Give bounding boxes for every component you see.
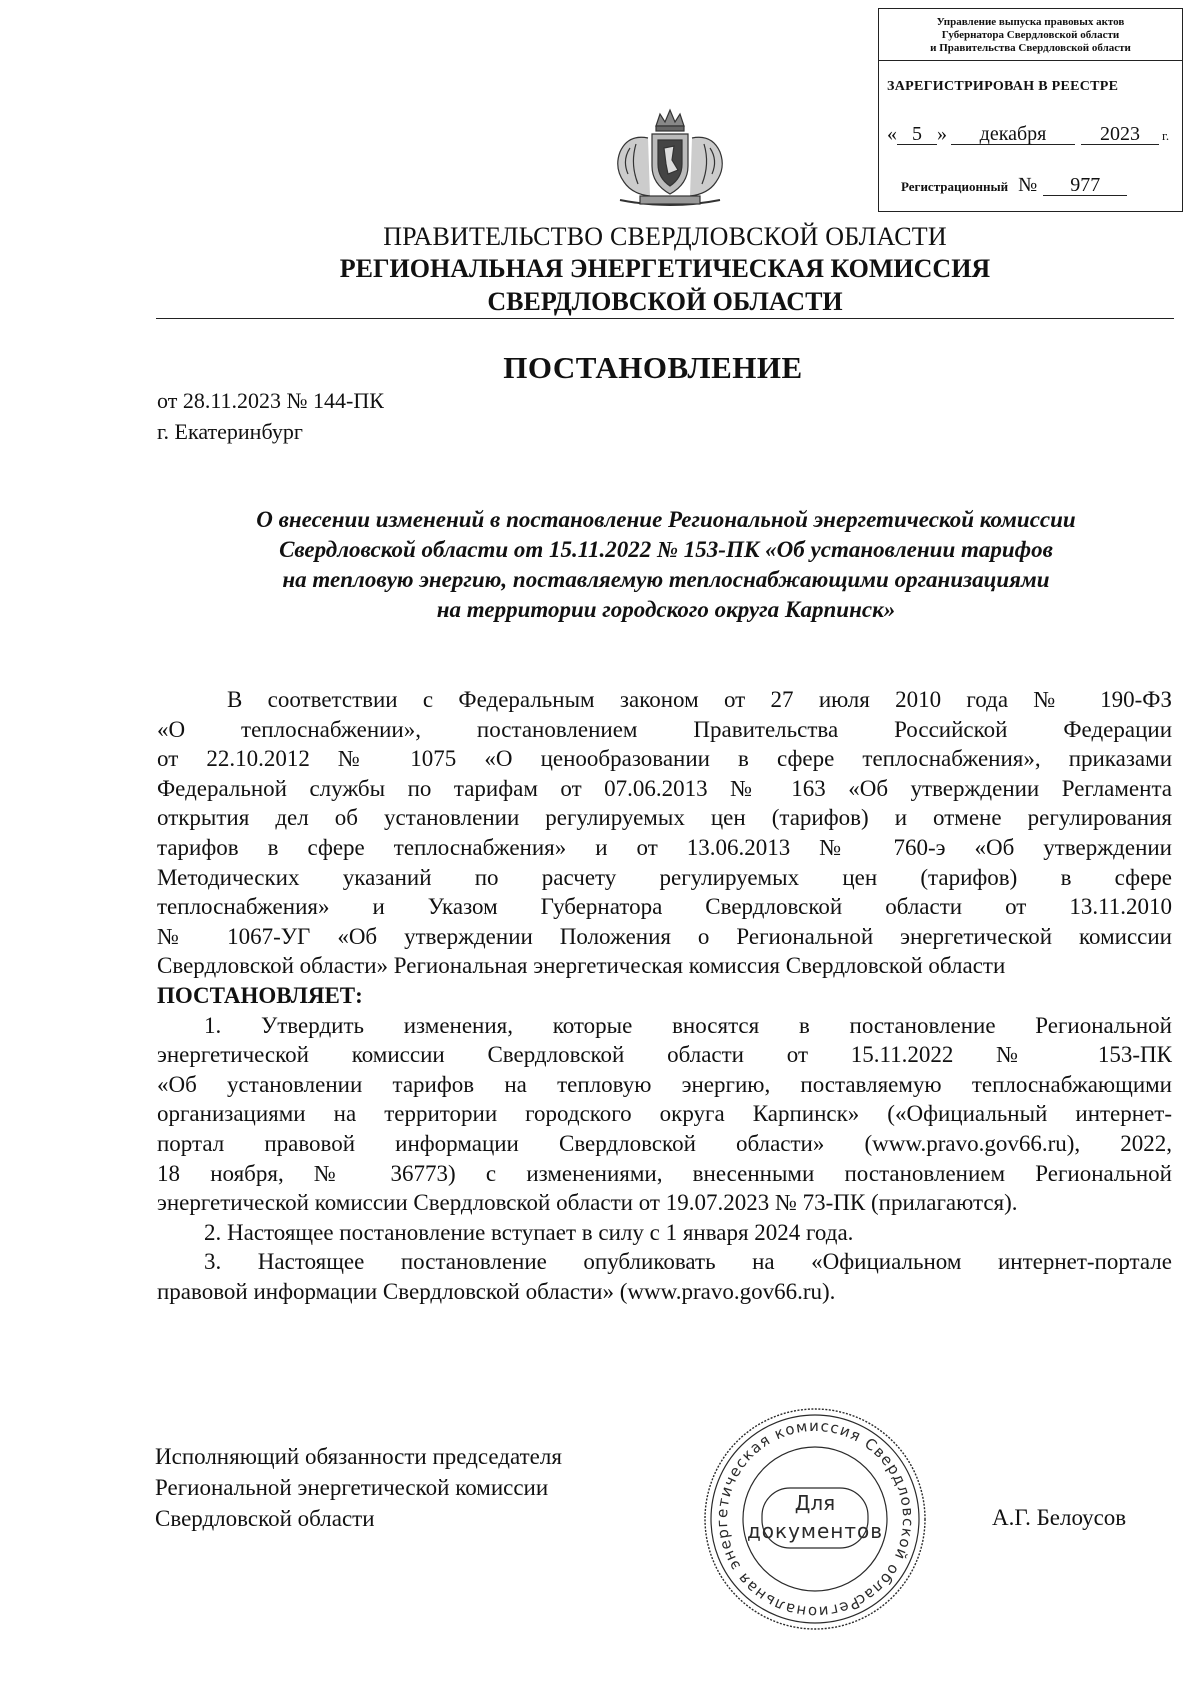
item1-line: 1. Утвердить изменения, которые вносятся в постановление Региональной [204,1012,1172,1038]
registry-year-suffix: г. [1162,128,1170,143]
signer-name: А.Г. Белоусов [992,1505,1127,1530]
signer-position [155,1441,562,1534]
resolves-heading: ПОСТАНОВЛЯЕТ: [157,982,363,1008]
document-type-title: ПОСТАНОВЛЕНИЕ [503,350,803,385]
document-body [157,685,1172,1306]
registry-day: 5 [897,124,937,145]
government-title: ПРАВИТЕЛЬСТВО СВЕРДЛОВСКОЙ ОБЛАСТИ [383,222,947,251]
document-city: г. Екатеринбург [157,419,303,444]
registry-month: декабря [951,124,1075,145]
registry-header-line: Губернатора Свердловской области [941,29,1120,41]
signer-position-line: Исполняющий обязанности председателя [155,1444,562,1469]
signer-position-line: Свердловской области [155,1506,375,1531]
registry-title: ЗАРЕГИСТРИРОВАН В РЕЕСТРЕ [887,79,1119,94]
seal-center-line-1: Для [794,1491,836,1515]
preamble-line: № 1067-УГ «Об утверждении Положения о Региональной энергетической комиссии [157,923,1172,949]
item1-line: портал правовой информации Свердловской области» (www.pravo.gov66.ru), 2022, [157,1130,1172,1156]
registry-number-label: Регистрационный [901,179,1009,194]
coat-of-arms-emblem [600,104,740,214]
registry-header-line: Управление выпуска правовых актов [936,16,1125,28]
seal-ring-text: Региональная энергетическая комиссия Свердловской области [712,1416,918,1622]
header-divider [156,318,1174,319]
subject-line: О внесении изменений в постановление Региональной энергетической комиссии [256,507,1076,532]
preamble-line: В соответствии с Федеральным законом от 27 июля 2010 года № 190-ФЗ [227,687,1172,712]
item1-line: энергетической комиссии Свердловской области от 19.07.2023 № 73-ПК (прилагаются). [157,1190,1018,1216]
item1-line: энергетической комиссии Свердловской области от 15.11.2022 № 153-ПК [157,1042,1172,1068]
registry-date: « 5 » декабря 2023 г. [887,123,1170,145]
seal-center-line-2: документов [746,1519,884,1543]
registry-year: 2023 [1081,124,1159,145]
preamble-line: «О теплоснабжении», постановлением Правительства Российской Федерации [157,716,1172,742]
preamble-line: Федеральной службы по тарифам от 07.06.2013 № 163 «Об утверждении Регламента [157,775,1172,801]
registry-stamp [878,8,1183,212]
official-seal [700,1404,930,1634]
registry-number-row [901,174,1127,197]
item3-line: правовой информации Свердловской области» (www.pravo.gov66.ru). [157,1278,836,1304]
item2-line: 2. Настоящее постановление вступает в силу с 1 января 2024 года. [204,1219,854,1245]
preamble-line: Методических указаний по расчету регулируемых цен (тарифов) в сфере [157,864,1172,890]
subject-line: на тепловую энергию, поставляемую теплоснабжающими организациями [282,567,1050,592]
registry-number: 977 [1043,175,1127,196]
preamble-line: открытия дел об установлении регулируемых цен (тарифов) и отмене регулирования [157,805,1172,831]
signer-position-line: Региональной энергетической комиссии [155,1475,549,1500]
registry-stamp-header [879,9,1182,61]
document-date-number: от 28.11.2023 № 144-ПК [157,388,384,413]
registry-header-line: и Правительства Свердловской области [930,42,1131,54]
subject-line: Свердловской области от 15.11.2022 № 153-ПК «Об установлении тарифов [279,537,1053,562]
commission-region-title: СВЕРДЛОВСКОЙ ОБЛАСТИ [487,287,843,316]
item1-line: организациями на территории городского округа Карпинск» («Официальный интернет- [157,1101,1172,1127]
document-subject [160,505,1172,625]
subject-line: на территории городского округа Карпинск» [436,597,896,622]
preamble-line: от 22.10.2012 № 1075 «О ценообразовании в сфере теплоснабжения», приказами [157,746,1172,772]
registry-number-sign: № [1018,174,1038,196]
item3-line: 3. Настоящее постановление опубликовать на «Официальном интернет-портале [204,1249,1172,1275]
commission-title: РЕГИОНАЛЬНАЯ ЭНЕРГЕТИЧЕСКАЯ КОМИССИЯ [339,254,991,283]
item1-line: 18 ноября, № 36773) с изменениями, внесенными постановлением Региональной [157,1160,1172,1186]
preamble-line: тарифов в сфере теплоснабжения» и от 13.06.2013 № 760-э «Об утверждении [157,834,1172,860]
preamble-line: Свердловской области» Региональная энергетическая комиссия Свердловской области [157,953,1006,979]
item1-line: «Об установлении тарифов на тепловую энергию, поставляемую теплоснабжающими [157,1071,1172,1097]
preamble-line: теплоснабжения» и Указом Губернатора Свердловской области от 13.11.2010 [157,894,1172,920]
